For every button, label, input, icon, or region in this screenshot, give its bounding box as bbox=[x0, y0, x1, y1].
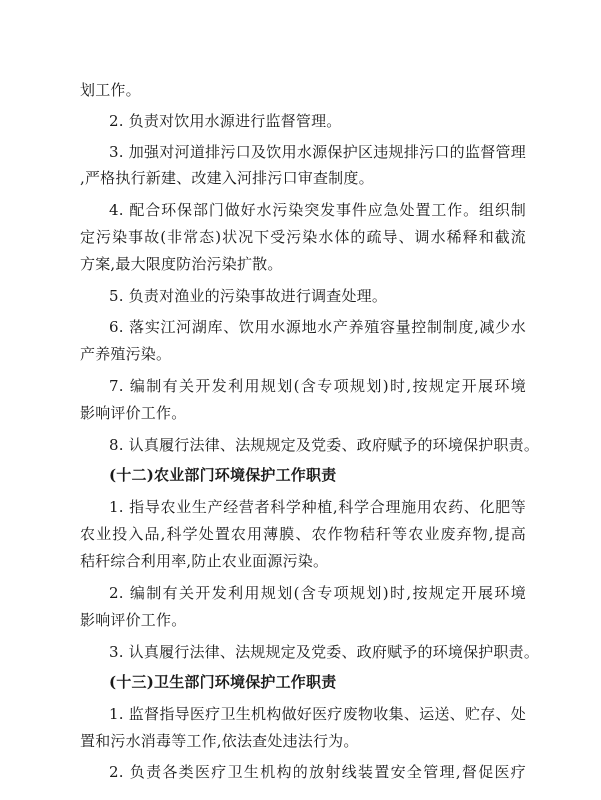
section-heading: (十三)卫生部门环境保护工作职责 bbox=[109, 673, 337, 691]
text-line: 秸秆综合利用率,防止农业面源污染。 bbox=[80, 552, 329, 570]
text-line: 影响评价工作。 bbox=[80, 611, 187, 629]
text-line: 1. 监督指导医疗卫生机构做好医疗废物收集、运送、贮存、处 bbox=[109, 705, 526, 723]
text-line: 方案,最大限度防治污染扩散。 bbox=[80, 255, 283, 273]
text-line: 置和污水消毒等工作,依法查处违法行为。 bbox=[80, 732, 359, 750]
text-line: 7. 编制有关开发利用规划(含专项规划)时,按规定开展环境 bbox=[109, 377, 526, 395]
text-line: 影响评价工作。 bbox=[80, 404, 187, 422]
text-line: 2. 负责对饮用水源进行监督管理。 bbox=[109, 112, 342, 130]
text-line: 3. 认真履行法律、法规规定及党委、政府赋予的环境保护职责。 bbox=[109, 643, 540, 661]
text-line: 6. 落实江河湖库、饮用水源地水产养殖容量控制制度,减少水 bbox=[109, 318, 526, 336]
text-line: 产养殖污染。 bbox=[80, 345, 172, 363]
text-line: 农业投入品,科学处置农用薄膜、农作物秸秆等农业废弃物,提高 bbox=[80, 525, 526, 543]
text-line: 2. 编制有关开发利用规划(含专项规划)时,按规定开展环境 bbox=[109, 584, 526, 602]
text-line: 定污染事故(非常态)状况下受污染水体的疏导、调水稀释和截流 bbox=[80, 228, 526, 246]
text-line: 8. 认真履行法律、法规规定及党委、政府赋予的环境保护职责。 bbox=[109, 436, 540, 454]
text-line: 划工作。 bbox=[80, 81, 141, 99]
text-line: 5. 负责对渔业的污染事故进行调查处理。 bbox=[109, 287, 388, 305]
text-line: 1. 指导农业生产经营者科学种植,科学合理施用农药、化肥等 bbox=[109, 498, 526, 516]
text-line: 3. 加强对河道排污口及饮用水源保护区违规排污口的监督管理 bbox=[109, 143, 526, 161]
section-heading: (十二)农业部门环境保护工作职责 bbox=[109, 466, 337, 484]
text-line: 4. 配合环保部门做好水污染突发事件应急处置工作。组织制 bbox=[109, 201, 526, 219]
text-line: 2. 负责各类医疗卫生机构的放射线装置安全管理,督促医疗 bbox=[109, 763, 526, 781]
text-line: ,严格执行新建、改建入河排污口审查制度。 bbox=[80, 169, 374, 187]
